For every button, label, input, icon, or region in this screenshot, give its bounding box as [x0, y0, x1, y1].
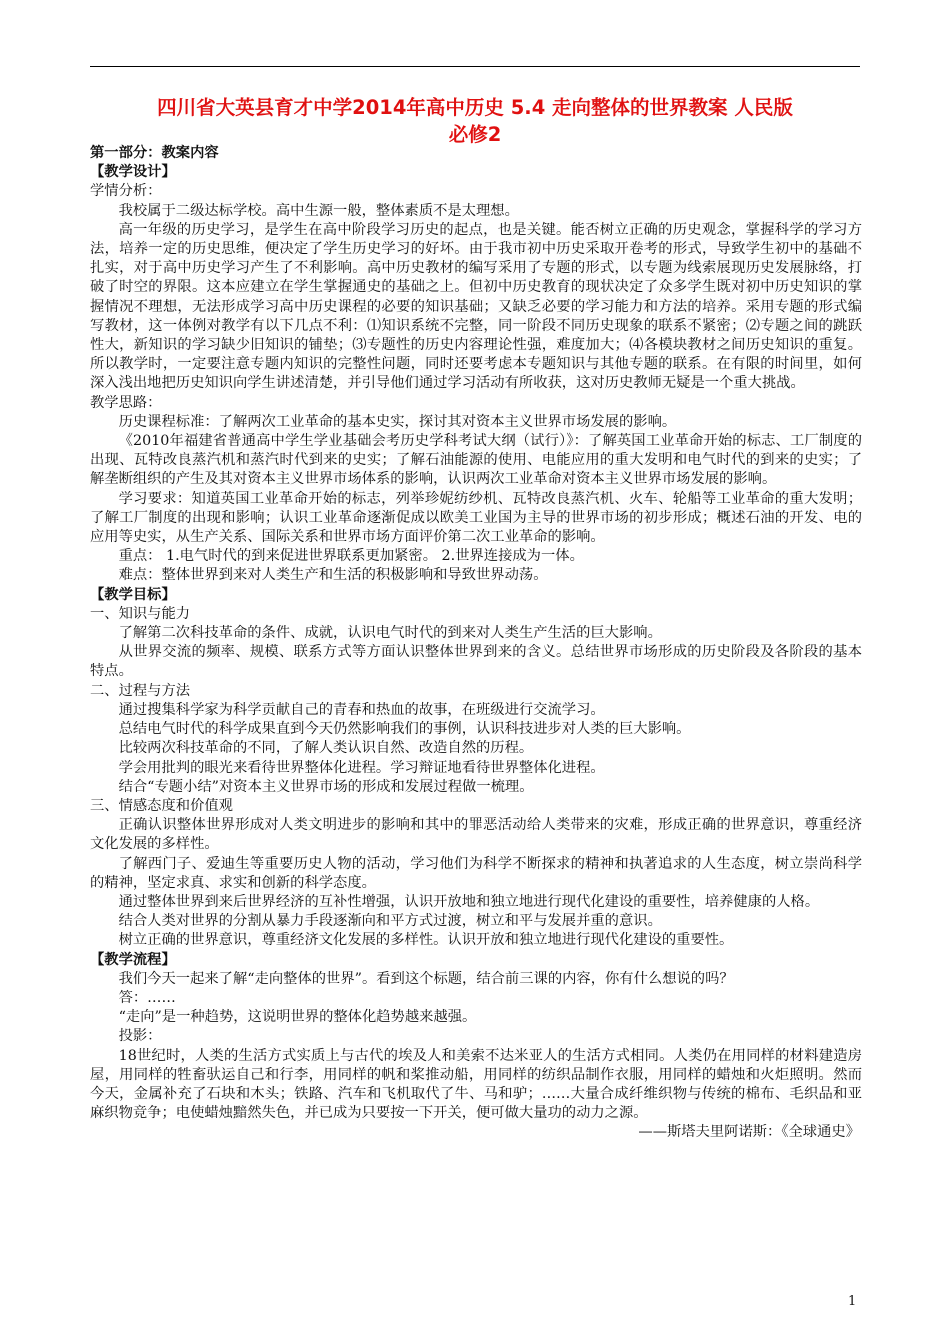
paragraph: 一、知识与能力 [90, 605, 191, 622]
paragraph: 了解西门子、爱迪生等重要历史人物的活动，学习他们为科学不断探求的精神和执著追求的人生态度，树立崇尚科学的精神，坚定求真、求实和创新的科学态度。 [90, 855, 862, 891]
paragraph: 正确认识整体世界形成对人类文明进步的影响和其中的罪恶活动给人类带来的灾难，形成正确的世界意识，尊重经济文化发展的多样性。 [90, 817, 862, 853]
section-heading: 【教学目标】 [90, 586, 176, 603]
paragraph: 难点：整体世界到来对人类生产和生活的积极影响和导致世界动荡。 [118, 567, 548, 584]
paragraph: 二、过程与方法 [90, 682, 191, 699]
paragraph: 18世纪时，人类的生活方式实质上与古代的埃及人和美索不达米亚人的生活方式相同。人类仍在用同样的材料建造房屋，用同样的牲畜驮运自己和行李，用同样的帆和桨推动船，用同样的纺织品制作衣服，用同样的蜡烛和火炬照明。然而今天，金属补充了石块和木头；铁路、汽车和飞机取代了牛、马和驴；……大量合成纤维织物与传统的棉布、毛织品和亚麻织物竞争；电使蜡烛黯然失色，并已成为只要按一下开关，便可做大量功的动力之源。 [90, 1047, 862, 1122]
paragraph: 我们今天一起来了解“走向整体的世界”。看到这个标题，结合前三课的内容，你有什么想说的吗？ [118, 970, 734, 987]
document-title [90, 94, 860, 148]
paragraph: 通过整体世界到来后世界经济的互补性增强，认识开放地和独立地进行现代化建设的重要性，培养健康的人格。 [118, 893, 820, 910]
page-number: 1 [848, 1294, 857, 1309]
paragraph: 学情分析： [90, 183, 162, 200]
paragraph: 三、情感态度和价值观 [90, 797, 233, 814]
paragraph: 高一年级的历史学习，是学生在高中阶段学习历史的起点，也是关键。能否树立正确的历史观念，掌握科学的学习方法，培养一定的历史思维，便决定了学生历史学习的好坏。由于我市初中历史采取开卷考的形式，导致学生初中的基础不扎实，对于高中历史学习产生了不利影响。高中历史教材的编写采用了专题的形式，以专题为线索展现历史发展脉络，打破了时空的界限。这本应建立在学生掌握通史的基础之上。但初中历史教育的现状决定了众多学生既对初中历史知识的掌握情况不理想，无法形成学习高中历史课程的必要的知识基础；又缺乏必要的学习能力和方法的培养。采用专题的形式编写教材，这一体例对教学有以下几点不利：⑴知识系统不完整，同一阶段不同历史现象的联系不紧密；⑵专题之间的跳跃性大，新知识的学习缺少旧知识的铺垫；⑶专题性的历史内容理论性强，难度加大；⑷各模块教材之间历史知识的重复。所以教学时，一定要注意专题内知识的完整性问题，同时还要考虑本专题知识与其他专题的联系。在有限的时间里，如何深入浅出地把历史知识向学生讲述清楚，并引导他们通过学习活动有所收获，这对历史教师无疑是一个重大挑战。 [90, 221, 862, 392]
paragraph: 结合“专题小结”对资本主义世界市场的形成和发展过程做一梳理。 [118, 778, 534, 795]
paragraph: “走向”是一种趋势，这说明世界的整体化趋势越来越强。 [118, 1009, 477, 1026]
quote-attribution: ——斯塔夫里阿诺斯：《全球通史》 [638, 1124, 860, 1141]
paragraph: 历史课程标准：了解两次工业革命的基本史实，探讨其对资本主义世界市场发展的影响。 [118, 413, 677, 430]
paragraph: 总结电气时代的科学成果直到今天仍然影响我们的事例，认识科技进步对人类的巨大影响。 [118, 721, 691, 738]
paragraph: 学习要求：知道英国工业革命开始的标志，列举珍妮纺纱机、瓦特改良蒸汽机、火车、轮船等工业革命的重大发明；了解工厂制度的出现和影响；认识工业革命逐渐促成以欧美工业国为主导的世界市场的初步形成；概述石油的开发、电的应用等史实，从生产关系、国际关系和世界市场方面评价第二次工业革命的影响。 [90, 490, 862, 546]
paragraph: 《2010年福建省普通高中学生学业基础会考历史学科考试大纲（试行）》：了解英国工业革命开始的标志、工厂制度的出现、瓦特改良蒸汽机和蒸汽时代到来的史实；了解石油能源的使用、电能应用的重大发明和电气时代的到来的史实；了解垄断组织的产生及其对资本主义世界市场体系的影响，认识两次工业革命对资本主义世界市场发展的影响。 [90, 433, 862, 488]
document-body [90, 144, 862, 1143]
section-heading: 【教学流程】 [90, 951, 176, 968]
paragraph: 答：…… [118, 989, 176, 1006]
section-heading: 【教学设计】 [90, 164, 176, 181]
paragraph: 树立正确的世界意识，尊重经济文化发展的多样性。认识开放和独立地进行现代化建设的重要性。 [118, 932, 734, 949]
section-heading: 第一部分：教案内容 [90, 145, 219, 161]
paragraph: 教学思路： [90, 394, 162, 411]
paragraph: 我校属于二级达标学校。高中生源一般，整体素质不是太理想。 [118, 202, 519, 219]
header-rule [90, 66, 860, 67]
paragraph: 学会用批判的眼光来看待世界整体化进程。学习辩证地看待世界整体化进程。 [118, 759, 605, 776]
paragraph: 从世界交流的频率、规模、联系方式等方面认识整体世界到来的含义。总结世界市场形成的历史阶段及各阶段的基本特点。 [90, 644, 862, 680]
paragraph: 投影： [118, 1028, 162, 1045]
paragraph: 了解第二次科技革命的条件、成就，认识电气时代的到来对人类生产生活的巨大影响。 [118, 625, 662, 642]
paragraph: 结合人类对世界的分割从暴力手段逐渐向和平方式过渡，树立和平与发展并重的意识。 [118, 913, 662, 930]
title-line-2: 必修2 [448, 123, 502, 146]
paragraph: 比较两次科技革命的不同，了解人类认识自然、改造自然的历程。 [118, 740, 534, 757]
paragraph: 重点： 1.电气时代的到来促进世界联系更加紧密。 2.世界连接成为一体。 [118, 548, 584, 565]
title-line-1: 四川省大英县育才中学2014年高中历史 5.4 走向整体的世界教案 人民版 [157, 96, 793, 119]
paragraph: 通过搜集科学家为科学贡献自己的青春和热血的故事，在班级进行交流学习。 [118, 701, 605, 718]
